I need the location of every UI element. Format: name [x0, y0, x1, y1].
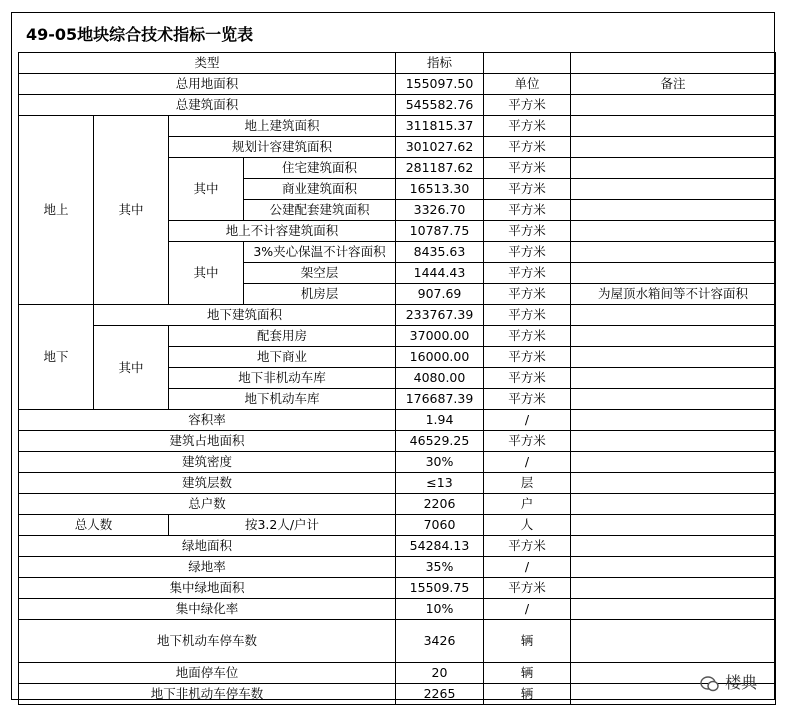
table-row [19, 536, 776, 557]
table-row [19, 74, 776, 95]
row-label: 集中绿地面积 [19, 578, 396, 599]
header-type: 类型 [19, 53, 396, 74]
row-unit: / [484, 452, 571, 473]
row-label: 机房层 [244, 284, 396, 305]
table-row [19, 557, 776, 578]
row-value: 3326.70 [396, 200, 484, 221]
row-value: 4080.00 [396, 368, 484, 389]
header-unit: 单位 [484, 74, 571, 95]
row-value: 30% [396, 452, 484, 473]
row-label: 总建筑面积 [19, 95, 396, 116]
row-label: 总人数 [19, 515, 169, 536]
row-remark [571, 305, 776, 326]
row-value: 233767.39 [396, 305, 484, 326]
table-row [19, 663, 776, 684]
row-unit: 平方米 [484, 200, 571, 221]
table-row [19, 95, 776, 116]
row-value: 15509.75 [396, 578, 484, 599]
row-label: 架空层 [244, 263, 396, 284]
indicator-table [18, 52, 776, 705]
row-label: 地下机动车库 [169, 389, 396, 410]
row-remark [571, 494, 776, 515]
row-unit: / [484, 410, 571, 431]
row-label: 地下非机动车库 [169, 368, 396, 389]
row-remark [571, 557, 776, 578]
row-unit: / [484, 599, 571, 620]
row-value: 281187.62 [396, 158, 484, 179]
row-remark [571, 389, 776, 410]
table-row [19, 473, 776, 494]
row-sublabel: 按3.2人/户计 [169, 515, 396, 536]
row-label: 地下非机动车停车数 [19, 684, 396, 705]
chat-bubble-icon [700, 673, 725, 692]
row-unit: 平方米 [484, 242, 571, 263]
table-row [19, 515, 776, 536]
row-value: 3426 [396, 620, 484, 663]
row-remark [571, 263, 776, 284]
row-remark [571, 620, 776, 663]
row-label: 3%夹心保温不计容面积 [244, 242, 396, 263]
row-unit: 平方米 [484, 389, 571, 410]
row-remark [571, 137, 776, 158]
row-value: 46529.25 [396, 431, 484, 452]
row-label: 建筑密度 [19, 452, 396, 473]
row-value: 10% [396, 599, 484, 620]
row-remark [571, 95, 776, 116]
row-unit: 平方米 [484, 431, 571, 452]
row-value: 155097.50 [396, 74, 484, 95]
row-label: 总户数 [19, 494, 396, 515]
row-value: 8435.63 [396, 242, 484, 263]
row-unit: 平方米 [484, 305, 571, 326]
table-row [19, 305, 776, 326]
header-index: 指标 [396, 53, 484, 74]
watermark [700, 670, 757, 693]
row-unit: 平方米 [484, 536, 571, 557]
row-value: 1.94 [396, 410, 484, 431]
row-value: 16000.00 [396, 347, 484, 368]
row-unit: 平方米 [484, 179, 571, 200]
table-row [19, 452, 776, 473]
header-blank-remark [571, 53, 776, 74]
row-value: 311815.37 [396, 116, 484, 137]
row-unit: 平方米 [484, 263, 571, 284]
row-unit: 辆 [484, 684, 571, 705]
page-title: 49-05地块综合技术指标一览表 [26, 25, 254, 44]
row-value: 20 [396, 663, 484, 684]
row-remark [571, 578, 776, 599]
row-value: 907.69 [396, 284, 484, 305]
row-label: 集中绿化率 [19, 599, 396, 620]
row-unit: 户 [484, 494, 571, 515]
row-remark [571, 221, 776, 242]
watermark-text: 楼典 [725, 673, 758, 692]
row-unit: 平方米 [484, 347, 571, 368]
row-label: 地下机动车停车数 [19, 620, 396, 663]
row-unit: 平方米 [484, 284, 571, 305]
row-remark: 为屋顶水箱间等不计容面积 [571, 284, 776, 305]
row-value: 37000.00 [396, 326, 484, 347]
table-row [19, 53, 776, 74]
row-value: 54284.13 [396, 536, 484, 557]
row-label: 地上建筑面积 [169, 116, 396, 137]
row-remark [571, 473, 776, 494]
row-unit: 平方米 [484, 326, 571, 347]
row-value: 10787.75 [396, 221, 484, 242]
row-unit: 辆 [484, 663, 571, 684]
row-remark [571, 452, 776, 473]
row-label: 建筑层数 [19, 473, 396, 494]
row-remark [571, 116, 776, 137]
row-remark [571, 599, 776, 620]
table-row [19, 578, 776, 599]
table-row [19, 599, 776, 620]
row-remark [571, 242, 776, 263]
row-label: 地面停车位 [19, 663, 396, 684]
row-remark [571, 326, 776, 347]
row-unit: 平方米 [484, 137, 571, 158]
table-row [19, 494, 776, 515]
row-value: 545582.76 [396, 95, 484, 116]
row-remark [571, 431, 776, 452]
row-unit: 平方米 [484, 578, 571, 599]
group-above-sub: 其中 [94, 116, 169, 305]
row-value: 2265 [396, 684, 484, 705]
subgroup-nonfar: 其中 [169, 242, 244, 305]
row-label: 地下建筑面积 [94, 305, 396, 326]
row-value: 16513.30 [396, 179, 484, 200]
row-remark [571, 347, 776, 368]
row-unit: 平方米 [484, 158, 571, 179]
header-remark: 备注 [571, 74, 776, 95]
row-label: 地下商业 [169, 347, 396, 368]
row-unit: 平方米 [484, 368, 571, 389]
row-remark [571, 200, 776, 221]
row-label: 规划计容建筑面积 [169, 137, 396, 158]
row-value: 301027.62 [396, 137, 484, 158]
row-remark [571, 515, 776, 536]
table-row [19, 684, 776, 705]
row-value: 176687.39 [396, 389, 484, 410]
row-label: 配套用房 [169, 326, 396, 347]
row-label: 商业建筑面积 [244, 179, 396, 200]
row-unit: / [484, 557, 571, 578]
row-unit: 辆 [484, 620, 571, 663]
row-unit: 平方米 [484, 221, 571, 242]
row-value: 1444.43 [396, 263, 484, 284]
row-label: 地上不计容建筑面积 [169, 221, 396, 242]
table-row [19, 326, 776, 347]
row-label: 容积率 [19, 410, 396, 431]
row-label: 公建配套建筑面积 [244, 200, 396, 221]
table-row [19, 410, 776, 431]
row-value: 7060 [396, 515, 484, 536]
table-row [19, 620, 776, 663]
group-below: 地下 [19, 305, 94, 410]
row-unit: 人 [484, 515, 571, 536]
row-remark [571, 158, 776, 179]
row-remark [571, 179, 776, 200]
row-label: 建筑占地面积 [19, 431, 396, 452]
row-value: 2206 [396, 494, 484, 515]
row-value: 35% [396, 557, 484, 578]
row-unit: 平方米 [484, 116, 571, 137]
row-value: ≤13 [396, 473, 484, 494]
row-unit: 层 [484, 473, 571, 494]
row-label: 绿地面积 [19, 536, 396, 557]
subgroup-far: 其中 [169, 158, 244, 221]
table-row [19, 116, 776, 137]
row-unit: 平方米 [484, 95, 571, 116]
row-remark [571, 536, 776, 557]
row-label: 总用地面积 [19, 74, 396, 95]
row-label: 住宅建筑面积 [244, 158, 396, 179]
header-blank-unit [484, 53, 571, 74]
row-label: 绿地率 [19, 557, 396, 578]
row-remark [571, 368, 776, 389]
group-above: 地上 [19, 116, 94, 305]
row-remark [571, 410, 776, 431]
table-row [19, 431, 776, 452]
group-below-sub: 其中 [94, 326, 169, 410]
